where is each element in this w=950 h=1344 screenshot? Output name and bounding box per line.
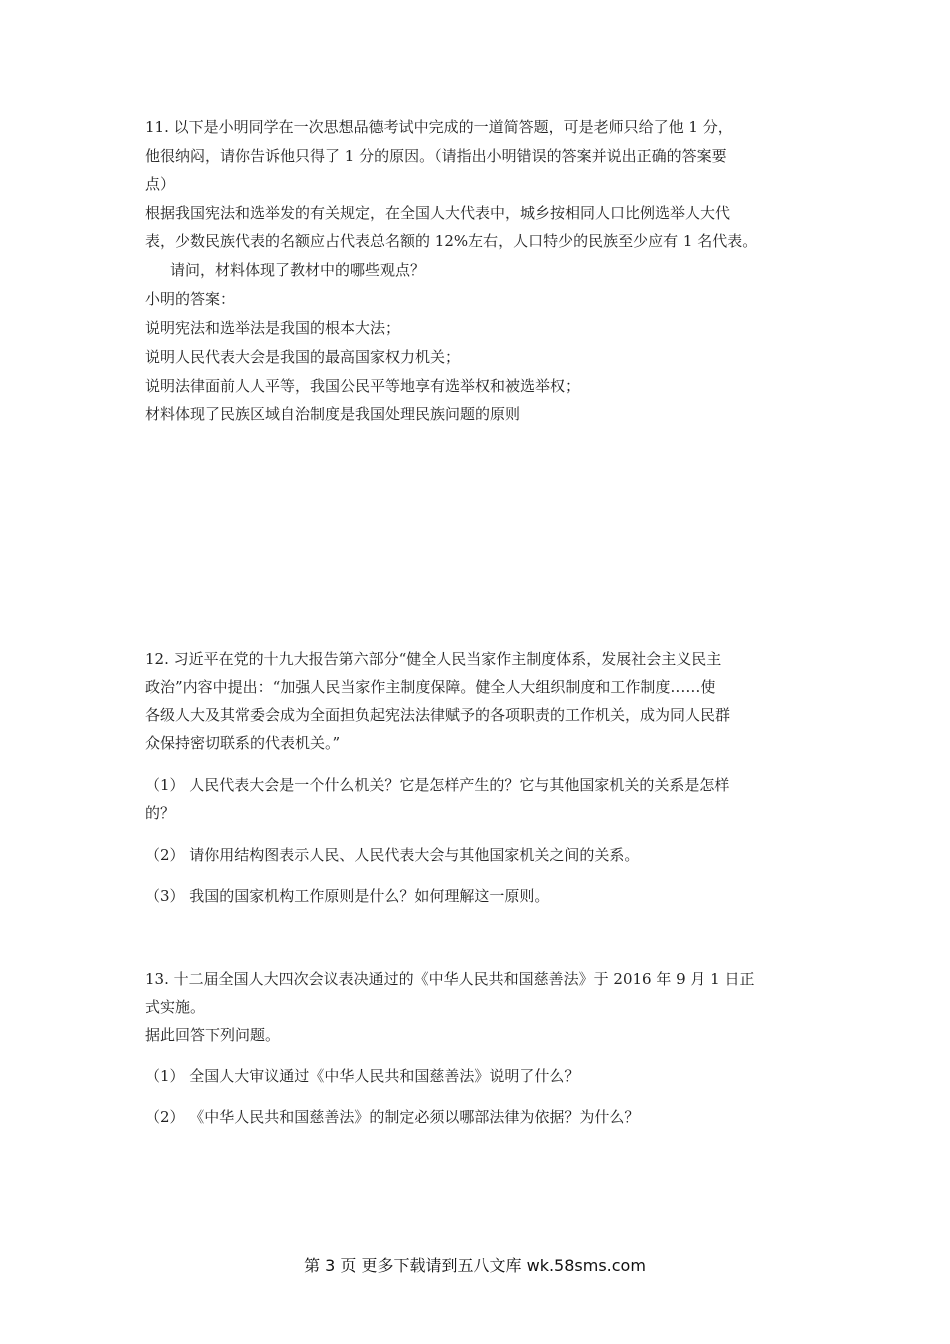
q12-line-2: 政治”内容中提出：“加强人民当家作主制度保障。健全人大组织制度和工作制度……使 bbox=[145, 678, 716, 696]
q12-line-4: 众保持密切联系的代表机关。” bbox=[145, 734, 341, 752]
q12-line-3: 各级人大及其常委会成为全面担负起宪法法律赋予的各项职责的工作机关，成为同人民群 bbox=[145, 706, 731, 724]
q13-line-1: 13. 十二届全国人大四次会议表决通过的《中华人民共和国慈善法》于 2016 年 9 月 1 日正 bbox=[145, 970, 755, 988]
q12-subquestion-1: （1） 人民代表大会是一个什么机关？它是怎样产生的？它与其他国家机关的关系是怎样 bbox=[145, 776, 730, 794]
q11-answer-4: 材料体现了民族区域自治制度是我国处理民族问题的原则 bbox=[145, 405, 521, 423]
q13-line-3: 据此回答下列问题。 bbox=[145, 1026, 281, 1044]
q11-material-line-2: 表，少数民族代表的名额应占代表总名额的 12%左右，人口特少的民族至少应有 1 名代表。 bbox=[145, 232, 758, 250]
q11-answer-2: 说明人民代表大会是我国的最高国家权力机关； bbox=[145, 348, 461, 366]
q11-answer-3: 说明法律面前人人平等，我国公民平等地享有选举权和被选举权； bbox=[145, 377, 581, 395]
q11-line-2: 他很纳闷，请你告诉他只得了 1 分的原因。（请指出小明错误的答案并说出正确的答案要 bbox=[145, 147, 727, 165]
q12-subquestion-3: （3） 我国的国家机构工作原则是什么？如何理解这一原则。 bbox=[145, 887, 550, 905]
q13-subquestion-2: （2） 《中华人民共和国慈善法》的制定必须以哪部法律为依据？为什么？ bbox=[145, 1108, 640, 1126]
q12-subquestion-1-cont: 的？ bbox=[145, 804, 176, 822]
q13-line-2: 式实施。 bbox=[145, 998, 206, 1016]
page-footer: 第 3 页 更多下载请到五八文库 wk.58sms.com bbox=[304, 1256, 646, 1275]
q13-subquestion-1: （1） 全国人大审议通过《中华人民共和国慈善法》说明了什么？ bbox=[145, 1067, 580, 1085]
q11-line-1: 11. 以下是小明同学在一次思想品德考试中完成的一道简答题，可是老师只给了他 1 分， bbox=[145, 118, 733, 136]
q12-line-1: 12. 习近平在党的十九大报告第六部分“健全人民当家作主制度体系，发展社会主义民主 bbox=[145, 650, 722, 668]
q11-line-3: 点） bbox=[145, 175, 176, 193]
q11-answer-heading: 小明的答案： bbox=[145, 290, 236, 308]
q11-material-line-1: 根据我国宪法和选举发的有关规定，在全国人大代表中，城乡按相同人口比例选举人大代 bbox=[145, 204, 731, 222]
q11-answer-1: 说明宪法和选举法是我国的根本大法； bbox=[145, 319, 401, 337]
q12-subquestion-2: （2） 请你用结构图表示人民、人民代表大会与其他国家机关之间的关系。 bbox=[145, 846, 640, 864]
q11-question: 请问，材料体现了教材中的哪些观点？ bbox=[170, 261, 426, 279]
